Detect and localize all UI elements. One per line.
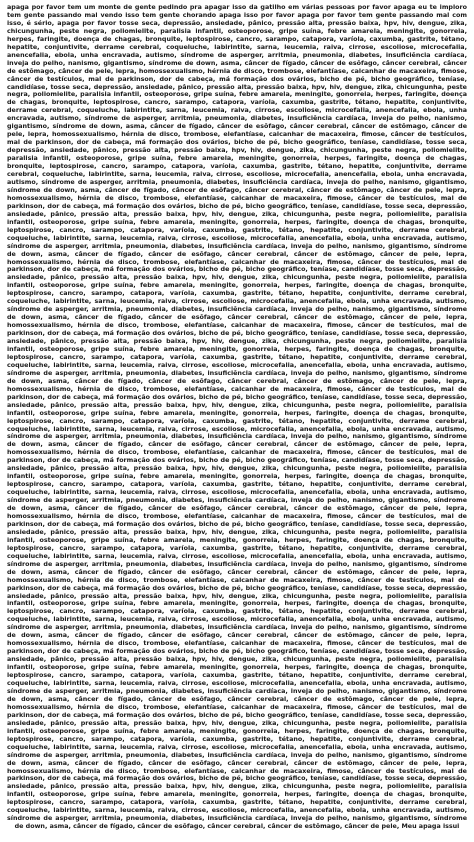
opening-plea: apaga por favor tem um monte de gente pedindo pra apagar isso da gatilho em várias pessoas por favor apaga eu te imploro tem gente passando mal vendo isso tem gente chorando apaga isso por favor apaga por favor tem gente passando mal com isso, é sério, apaga por favor: [7, 4, 467, 27]
text-wall: [7, 4, 467, 831]
disease-list: tosse seca, depressão, ansiedade, pânico, pressão alta, pressão baixa, hpv, hiv, dengue, zika, chicungunha, peste negra, poliomielite, paralisia infantil, osteoporose, gripe suína, febre amarela, meningite, gonorreia, herpes, faringite, doença de chagas, bronquite, leptospirose, cancro, sarampo, catapora, varíola, caxumba, gastrite, tétano, hepatite, conjuntivite, derrame cerebral, coqueluche, labirintite, sarna, leucemia, raiva, cirrose, escoliose, microcefalia, anencefalia, ebola, unha encravada, autismo, síndrome de asperger, arritmia, pneumonia, diabetes, insuficiência cardíaca, inveja do pelho, nanismo, gigantismo, síndrome de down, asma, câncer de fígado, câncer de esôfago, câncer cerebral, câncer de estômago, câncer de pele, lepra, homossexualismo, hérnia de disco, trombose, elefantíase, calcanhar de macaxeira, fimose, câncer de testículos, mal de parkinson, dor de cabeça, má formação dos ovários, bicho de pé, bicho geográfico, teníase, candidíase: [7, 19, 467, 91]
closing-plea: Meu apaga issui: [401, 823, 460, 831]
disease-list-repeat: , tosse seca, depressão, ansiedade, pânico, pressão alta, pressão baixa, hpv, hiv, dengue, zika, chicungunha, peste negra, poliomielite, paralisia infantil, osteoporose, gripe suína, febre amarela, meningite, gonorreia, herpes, faringite, doença de chagas, bronquite, leptospirose, cancro, sarampo, catapora, varíola, caxumba, gastrite, tétano, hepatite, conjuntivite, derrame cerebral, coqueluche, labirintite, sarna, leucemia, raiva, cirrose, escoliose, microcefalia, anencefalia, ebola, unha encravada, autismo, síndrome de asperger, arritmia, pneumonia, diabetes, insuficiência cardíaca, inveja do pelho, nanismo, gigantismo, síndrome de down, asma, câncer de fígado, câncer de esôfago, câncer cerebral, câncer de estômago, câncer de pele, lepra, homossexualismo, hérnia de disco, trombose, elefantíase, calcanhar de macaxeira, fimose, câncer de testículos, mal de parkinson, dor de cabeça, má formação dos ovários, bicho de pé, bicho geográfico, teníase, candidíase, tosse seca, depressão, ansiedade, pânico, pressão alta, pressão baixa, hpv, hiv, dengue, zika, chicungunha, peste negra, poliomielite, paralisia infantil, osteoporose, gripe suína, febre amarela, meningite, gonorreia, herpes, faringite, doença de chagas, bronquite, leptospirose, cancro, sarampo, catapora, varíola, caxumba, gastrite, tétano, hepatite, conjuntivite, derrame cerebral, coqueluche, labirintite, sarna, leucemia, raiva, cirrose, escoliose, microcefalia, anencefalia, ebola, unha encravada, autismo, síndrome de asperger, arritmia, pneumonia, diabetes, insuficiência cardíaca, inveja do pelho, nanismo, gigantismo, síndrome de down, asma, câncer de fígado, câncer de esôfago, câncer cerebral, câncer de estômago, câncer de pele, lepra, homossexualismo, hérnia de disco, trombose, elefantíase, calcanhar de macaxeira, fimose, câncer de testículos, mal de parkinson, dor de cabeça, má formação dos ovários, bicho de pé, bicho geográfico, teníase, candidíase, tosse seca, depressão, ansiedade, pânico, pressão alta, pressão baixa, hpv, hiv, dengue, zika, chicungunha, peste negra, poliomielite, paralisia infantil, osteoporose, gripe suína, febre amarela, meningite, gonorreia, herpes, faringite, doença de chagas, bronquite, leptospirose, cancro, sarampo, catapora, varíola, caxumba, gastrite, tétano, hepatite, conjuntivite, derrame cerebral, coqueluche, labirintite, sarna, leucemia, raiva, cirrose, escoliose, microcefalia, anencefalia, ebola, unha encravada, autismo, síndrome de asperger, arritmia, pneumonia, diabetes, insuficiência cardíaca, inveja do pelho, nanismo, gigantismo, síndrome de down, asma, câncer de fígado, câncer de esôfago, câncer cerebral, câncer de estômago, câncer de pele, lepra, homossexualismo, hérnia de disco, trombose, elefantíase, calcanhar de macaxeira, fimose, câncer de testículos, mal de parkinson, dor de cabeça, má formação dos ovários, bicho de pé, bicho geográfico, teníase, candidíase, tosse seca, depressão, ansiedade, pânico, pressão alta, pressão baixa, hpv, hiv, dengue, zika, chicungunha, peste negra, poliomielite, paralisia infantil, osteoporose, gripe suína, febre amarela, meningite, gonorreia, herpes, faringite, doença de chagas, bronquite, leptospirose, cancro, sarampo, catapora, varíola, caxumba, gastrite, tétano, hepatite, conjuntivite, derrame cerebral, coqueluche, labirintite, sarna, leucemia, raiva, cirrose, escoliose, microcefalia, anencefalia, ebola, unha encravada, autismo, síndrome de asperger, arritmia, pneumonia, diabetes, insuficiência cardíaca, inveja do pelho, nanismo, gigantismo, síndrome de down, asma, câncer de fígado, câncer de esôfago, câncer cerebral, câncer de estômago, câncer de pele, lepra, homossexualismo, hérnia de disco, trombose, elefantíase, calcanhar de macaxeira, fimose, câncer de testículos, mal de parkinson, dor de cabeça, má formação dos ovários, bicho de pé, bicho geográfico, teníase, candidíase, tosse seca, depressão, ansiedade, pânico, pressão alta, pressão baixa, hpv, hiv, dengue, zika, chicungunha, peste negra, poliomielite, paralisia infantil, osteoporose, gripe suína, febre amarela, meningite, gonorreia, herpes, faringite, doença de chagas, bronquite, leptospirose, cancro, sarampo, catapora, varíola, caxumba, gastrite, tétano, hepatite, conjuntivite, derrame cerebral, coqueluche, labirintite, sarna, leucemia, raiva, cirrose, escoliose, microcefalia, anencefalia, ebola, unha encravada, autismo, síndrome de asperger, arritmia, pneumonia, diabetes, insuficiência cardíaca, inveja do pelho, nanismo, gigantismo, síndrome de down, asma, câncer de fígado, câncer de esôfago, câncer cerebral, câncer de estômago, câncer de pele, lepra, homossexualismo, hérnia de disco, trombose, elefantíase, calcanhar de macaxeira, fimose, câncer de testículos, mal de parkinson, dor de cabeça, má formação dos ovários, bicho de pé, bicho geográfico, teníase, candidíase, tosse seca, depressão, ansiedade, pânico, pressão alta, pressão baixa, hpv, hiv, dengue, zika, chicungunha, peste negra, poliomielite, paralisia infantil, osteoporose, gripe suína, febre amarela, meningite, gonorreia, herpes, faringite, doença de chagas, bronquite, leptospirose, cancro, sarampo, catapora, varíola, caxumba, gastrite, tétano, hepatite, conjuntivite, derrame cerebral, coqueluche, labirintite, sarna, leucemia, raiva, cirrose, escoliose, microcefalia, anencefalia, ebola, unha encravada, autismo, síndrome de asperger, arritmia, pneumonia, diabetes, insuficiência cardíaca, inveja do pelho, nanismo, gigantismo, síndrome de down, asma, câncer de fígado, câncer de esôfago, câncer cerebral, câncer de estômago, câncer de pele, lepra, homossexualismo, hérnia de disco, trombose, elefantíase, calcanhar de macaxeira, fimose, câncer de testículos, mal de parkinson, dor de cabeça, má formação dos ovários, bicho de pé, bicho geográfico, teníase, candidíase, tosse seca, depressão, ansiedade, pânico, pressão alta, pressão baixa, hpv, hiv, dengue, zika, chicungunha, peste negra, poliomielite, paralisia infantil, osteoporose, gripe suína, febre amarela, meningite, gonorreia, herpes, faringite, doença de chagas, bronquite, leptospirose, cancro, sarampo, catapora, varíola, caxumba, gastrite, tétano, hepatite, conjuntivite, derrame cerebral, coqueluche, labirintite, sarna, leucemia, raiva, cirrose, escoliose, microcefalia, anencefalia, ebola, unha encravada, autismo, síndrome de asperger, arritmia, pneumonia, diabetes, insuficiência cardíaca, inveja do pelho, nanismo, gigantismo, síndrome de down, asma, câncer de fígado, câncer de esôfago, câncer cerebral, câncer de estômago, câncer de pele, lepra, homossexualismo, hérnia de disco, trombose, elefantíase, calcanhar de macaxeira, fimose, câncer de testículos, mal de parkinson, dor de cabeça, má formação dos ovários, bicho de pé, bicho geográfico, teníase, candidíase, tosse seca, depressão, ansiedade, pânico, pressão alta, pressão baixa, hpv, hiv, dengue, zika, chicungunha, peste negra, poliomielite, paralisia infantil, osteoporose, gripe suína, febre amarela, meningite, gonorreia, herpes, faringite, doença de chagas, bronquite, leptospirose, cancro, sarampo, catapora, varíola, caxumba, gastrite, tétano, hepatite, conjuntivite, derrame cerebral, coqueluche, labirintite, sarna, leucemia, raiva, cirrose, escoliose, microcefalia, anencefalia, ebola, unha encravada, autismo, síndrome de asperger, arritmia, pneumonia, diabetes, insuficiência cardíaca, inveja do pelho, nanismo, gigantismo, síndrome de down, asma, câncer de fígado, câncer de esôfago, câncer cerebral, câncer de estômago, câncer de pele, lepra, homossexualismo, hérnia de disco, trombose, elefantíase, calcanhar de macaxeira, fimose, câncer de testículos, mal de parkinson, dor de cabeça, má formação dos ovários, bicho de pé, bicho geográfico, teníase, candidíase, tosse seca, depressão, ansiedade, pânico, pressão alta, pressão baixa, hpv, hiv, dengue, zika, chicungunha, peste negra, poliomielite, paralisia infantil, osteoporose, gripe suína, febre amarela, meningite, gonorreia, herpes, faringite, doença de chagas, bronquite, leptospirose, cancro, sarampo, catapora, varíola, caxumba, gastrite, tétano, hepatite, conjuntivite, derrame cerebral, coqueluche, labirintite, sarna, leucemia, raiva, cirrose, escoliose, microcefalia, anencefalia, ebola, unha encravada, autismo, síndrome de asperger, arritmia, pneumonia, diabetes, insuficiência cardíaca, inveja do pelho, nanismo, gigantismo, síndrome de down, asma, câncer de fígado, câncer de esôfago, câncer cerebral, câncer de estômago, câncer de pele, lepra, homossexualismo, hérnia de disco, trombose, elefantíase, calcanhar de macaxeira, fimose, câncer de testículos, mal de parkinson, dor de cabeça, má formação dos ovários, bicho de pé, bicho geográfico, teníase, candidíase, tosse seca, depressão, ansiedade, pânico, pressão alta, pressão baixa, hpv, hiv, dengue, zika, chicungunha, peste negra, poliomielite, paralisia infantil, osteoporose, gripe suína, febre amarela, meningite, gonorreia, herpes, faringite, doença de chagas, bronquite, leptospirose, cancro, sarampo, catapora, varíola, caxumba, gastrite, tétano, hepatite, conjuntivite, derrame cerebral, coqueluche, labirintite, sarna, leucemia, raiva, cirrose, escoliose, microcefalia, anencefalia, ebola, unha encravada, autismo, síndrome de asperger, arritmia, pneumonia, diabetes, insuficiência cardíaca, inveja do pelho, nanismo, gigantismo, síndrome de down, asma, câncer de fígado, câncer de esôfago, câncer cerebral, câncer de estômago, câncer de pele, lepra, homossexualismo, hérnia de disco, trombose, elefantíase, calcanhar de macaxeira, fimose, câncer de testículos, mal de parkinson, dor de cabeça, má formação dos ovários, bicho de pé, bicho geográfico, teníase, candidíase, tosse seca, depressão, ansiedade, pânico, pressão alta, pressão baixa, hpv, hiv, dengue, zika, chicungunha, peste negra, poliomielite, paralisia infantil, osteoporose, gripe suína, febre amarela, meningite, gonorreia, herpes, faringite, doença de chagas, bronquite, leptospirose, cancro, sarampo, catapora, varíola, caxumba, gastrite, tétano, hepatite, conjuntivite, derrame cerebral, coqueluche, labirintite, sarna, leucemia, raiva, cirrose, escoliose, microcefalia, anencefalia, ebola, unha encravada, autismo, síndrome de asperger, arritmia, pneumonia, diabetes, insuficiência cardíaca, inveja do pelho, nanismo, gigantismo, síndrome de down, asma, câncer de fígado, câncer de esôfago, câncer cerebral, câncer de estômago, câncer de pele, lepra, homossexualismo, hérnia de disco, trombose, elefantíase, calcanhar de macaxeira, fimose, câncer de testículos, mal de parkinson, dor de cabeça, má formação dos ovários, bicho de pé, bicho geográfico, teníase, candidíase, tosse seca, depressão, ansiedade, pânico, pressão alta, pressão baixa, hpv, hiv, dengue, zika, chicungunha, peste negra, poliomielite, paralisia infantil, osteoporose, gripe suína, febre amarela, meningite, gonorreia, herpes, faringite, doença de chagas, bronquite, leptospirose, cancro, sarampo, catapora, varíola, caxumba, gastrite, tétano, hepatite, conjuntivite, derrame cerebral, coqueluche, labirintite, sarna, leucemia, raiva, cirrose, escoliose, microcefalia, anencefalia, ebola, unha encravada, autismo, síndrome de asperger, arritmia, pneumonia, diabetes, insuficiência cardíaca, inveja do pelho, nanismo, gigantismo, síndrome de down, asma, câncer de fígado, câncer de esôfago, câncer cerebral, câncer de estômago, câncer de pele,: [7, 83, 467, 831]
